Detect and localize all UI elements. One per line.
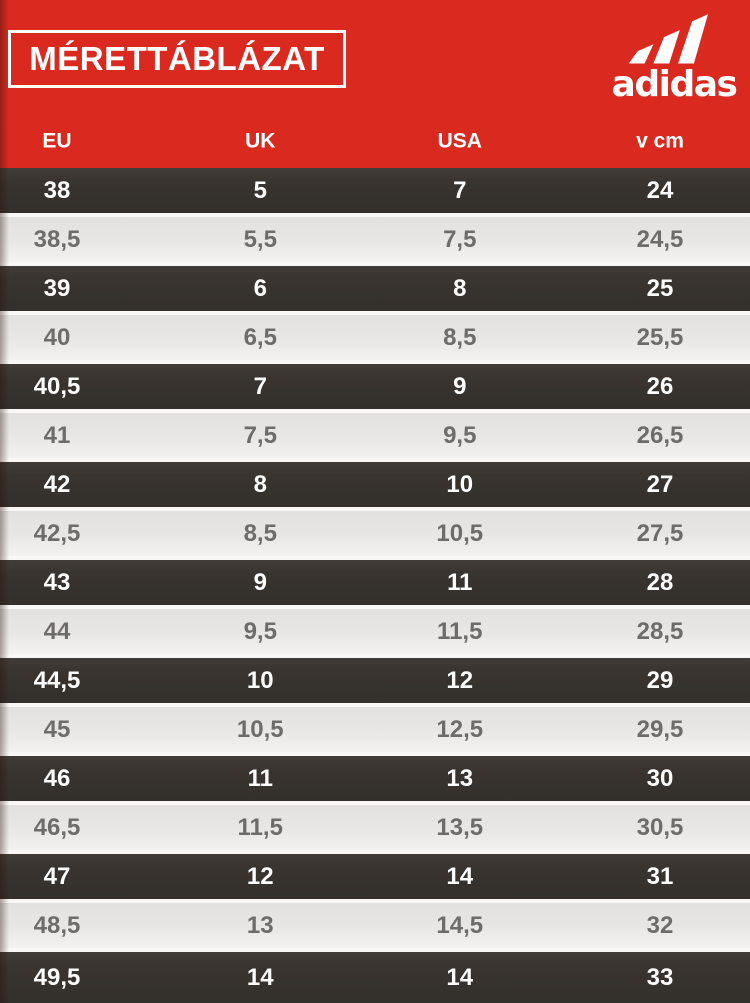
cell-eu: 47 [43,862,71,890]
cell-uk: 9,5 [243,617,277,645]
table-row [0,266,750,311]
cell-cm: 24 [646,176,674,204]
cell-uk: 5 [253,176,267,204]
cell-usa: 9,5 [443,421,477,449]
page-title: MÉRETTÁBLÁZAT [29,40,325,77]
cell-uk: 13 [246,911,274,939]
cell-usa: 13 [446,764,474,792]
cell-eu: 46,5 [33,813,81,841]
table-row [0,462,750,507]
cell-cm: 28,5 [636,617,684,645]
cell-uk: 11 [247,764,273,792]
cell-cm: 29 [646,666,674,694]
size-table [0,168,750,1003]
cell-cm: 27,5 [636,519,684,547]
title-box [8,30,346,88]
cell-eu: 42 [43,470,71,498]
table-row [0,952,750,1003]
adidas-wordmark: adidas [611,64,737,103]
cell-cm: 25 [646,274,674,302]
cell-cm: 29,5 [636,715,684,743]
table-row [0,609,750,654]
cell-usa: 8 [453,274,467,302]
table-row [0,707,750,752]
red-header [0,0,750,168]
cell-cm: 25,5 [636,323,684,351]
cell-cm: 27 [646,470,674,498]
cell-usa: 12 [446,666,474,694]
cell-eu: 44,5 [33,666,81,694]
table-row [0,413,750,458]
cell-usa: 8,5 [443,323,477,351]
cell-uk: 5,5 [243,225,277,253]
table-row [0,315,750,360]
cell-cm: 30 [646,764,674,792]
cell-usa: 11,5 [437,617,483,645]
cell-eu: 38 [43,176,71,204]
cell-usa: 7 [453,176,467,204]
cell-uk: 14 [246,963,274,991]
cell-usa: 10 [446,470,474,498]
cell-uk: 12 [246,862,274,890]
cell-usa: 14 [446,862,474,890]
table-row [0,560,750,605]
cell-uk: 9 [253,568,267,596]
cell-usa: 14,5 [436,911,484,939]
cell-uk: 7,5 [243,421,277,449]
cell-eu: 45 [43,715,71,743]
cell-eu: 40 [43,323,71,351]
table-row [0,511,750,556]
cell-eu: 39 [43,274,71,302]
cell-usa: 14 [446,963,474,991]
column-header-vcm: v cm [636,129,684,153]
table-row [0,217,750,262]
column-header-eu: EU [42,129,72,153]
cell-usa: 11 [447,568,473,596]
adidas-bars-icon [629,14,708,63]
cell-cm: 32 [646,911,674,939]
column-header-usa: USA [437,129,482,153]
table-row [0,854,750,899]
table-row [0,364,750,409]
table-row [0,903,750,948]
cell-uk: 8,5 [243,519,277,547]
cell-eu: 46 [43,764,71,792]
cell-usa: 9 [453,372,467,400]
column-header-row [0,127,750,155]
cell-cm: 28 [646,568,674,596]
cell-cm: 26,5 [636,421,684,449]
cell-cm: 24,5 [636,225,684,253]
cell-usa: 7,5 [443,225,477,253]
cell-eu: 43 [43,568,71,596]
cell-uk: 7 [253,372,267,400]
cell-eu: 49,5 [33,963,81,991]
cell-eu: 42,5 [33,519,81,547]
cell-eu: 40,5 [33,372,81,400]
adidas-logo [603,5,745,103]
cell-cm: 33 [646,963,674,991]
cell-cm: 26 [646,372,674,400]
cell-uk: 11,5 [237,813,283,841]
cell-uk: 6 [253,274,267,302]
table-row [0,805,750,850]
cell-cm: 30,5 [636,813,684,841]
table-row [0,168,750,213]
cell-eu: 38,5 [33,225,81,253]
cell-uk: 10,5 [236,715,284,743]
cell-uk: 10 [246,666,274,694]
cell-cm: 31 [646,862,674,890]
cell-uk: 8 [253,470,267,498]
cell-eu: 44 [43,617,71,645]
table-row [0,658,750,703]
cell-uk: 6,5 [243,323,277,351]
cell-eu: 48,5 [33,911,81,939]
column-header-uk: UK [245,129,276,153]
cell-usa: 10,5 [436,519,484,547]
cell-eu: 41 [43,421,71,449]
cell-usa: 13,5 [436,813,484,841]
cell-usa: 12,5 [436,715,484,743]
table-row [0,756,750,801]
